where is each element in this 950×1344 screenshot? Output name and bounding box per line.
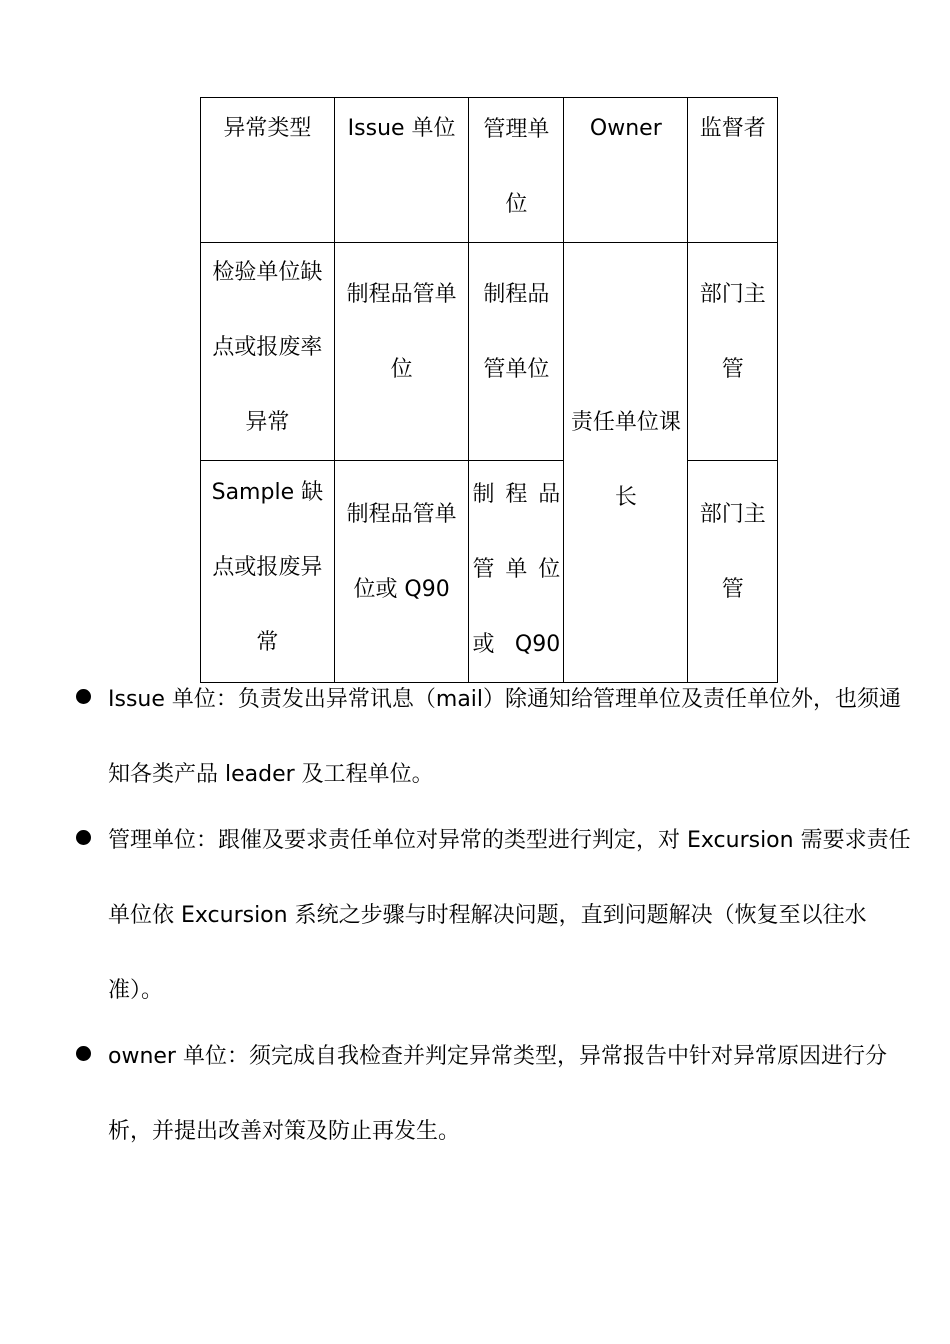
bullet-icon: [76, 689, 91, 704]
cell-type: 检验单位缺点或报废率异常: [201, 243, 335, 461]
header-cell-type: 异常类型: [201, 98, 335, 243]
table-header-row: [201, 98, 778, 243]
header-cell-owner: Owner: [564, 98, 688, 243]
cell-mgmt: 制程品管单位或 Q90: [469, 461, 564, 683]
table-row: [201, 461, 778, 683]
cell-issue: 制程品管单位或 Q90: [334, 461, 469, 683]
cell-type: Sample 缺点或报废异常: [201, 461, 335, 683]
cell-owner: 责任单位课长: [564, 243, 688, 683]
bullet-icon: [76, 830, 91, 845]
list-item: [74, 662, 914, 812]
cell-supervisor: 部门主管: [688, 461, 778, 683]
bullet-icon: [76, 1046, 91, 1061]
responsibility-table: [200, 97, 778, 683]
list-item: [74, 1019, 914, 1169]
header-cell-issue: Issue 单位: [334, 98, 469, 243]
cell-supervisor: 部门主管: [688, 243, 778, 461]
list-item: [74, 803, 914, 1028]
bullet-text: 管理单位：跟催及要求责任单位对异常的类型进行判定，对 Excursion 需要求责任单位依 Excursion 系统之步骤与时程解决问题，直到问题解决（恢复至以往水准）。: [108, 828, 911, 1003]
cell-mgmt: 制程品管单位: [469, 243, 564, 461]
bullet-text: owner 单位：须完成自我检查并判定异常类型，异常报告中针对异常原因进行分析，并提出改善对策及防止再发生。: [108, 1044, 887, 1144]
bullet-text: Issue 单位：负责发出异常讯息（mail）除通知给管理单位及责任单位外，也须通知各类产品 leader 及工程单位。: [108, 687, 902, 787]
cell-issue: 制程品管单位: [334, 243, 469, 461]
header-cell-mgmt: 管理单位: [469, 98, 564, 243]
header-cell-supervisor: 监督者: [688, 98, 778, 243]
table-row: [201, 243, 778, 461]
bullet-list: [74, 662, 914, 1160]
